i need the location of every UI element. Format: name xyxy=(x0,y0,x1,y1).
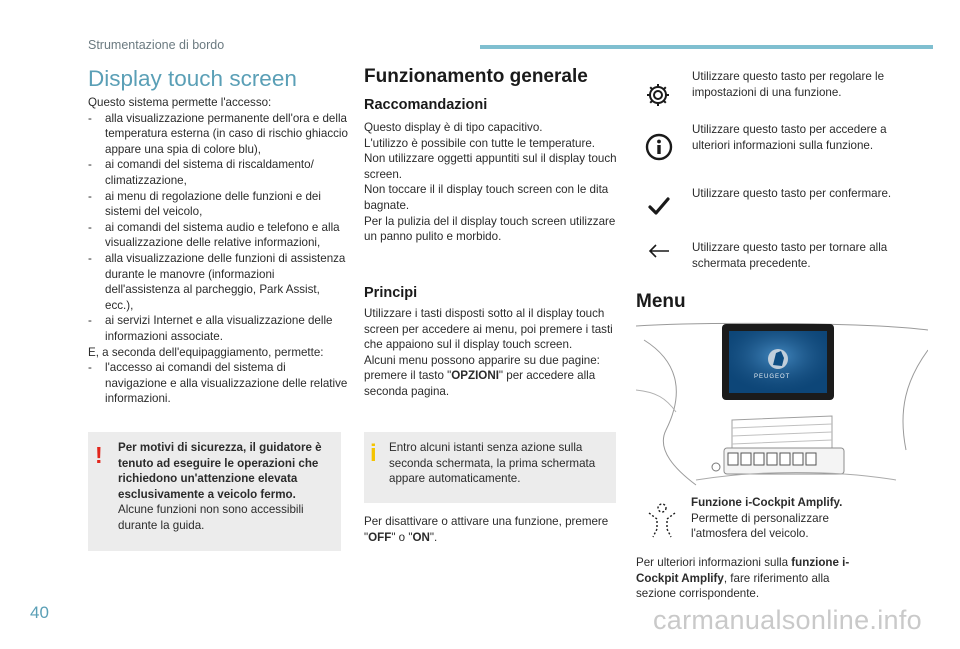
dashboard-illustration xyxy=(636,320,928,490)
column-2 xyxy=(364,65,618,245)
back-arrow-icon xyxy=(645,240,673,262)
column-1 xyxy=(88,66,348,407)
back-description: Utilizzare questo tasto per tornare alla schermata precedente. xyxy=(692,241,888,270)
settings-description: Utilizzare questo tasto per regolare le impostazioni di una funzione. xyxy=(692,70,885,99)
list-item: - alla visualizzazione permanente dell'ora e della temperatura esterna (in caso di rischio ghiaccio appare una spia di colore blu), xyxy=(88,111,348,156)
list-item: - ai servizi Internet e alla visualizzazione delle informazioni associate. xyxy=(88,314,333,343)
list-item: - alla visualizzazione delle funzioni di assistenza durante le manovre (informazioni dell'assistenza al parcheggio, Park Assist, ecc.), xyxy=(88,251,346,312)
section-heading: Funzionamento generale xyxy=(364,66,588,87)
checkmark-icon xyxy=(645,192,673,220)
info-icon xyxy=(643,131,675,163)
warning-bold-text: Per motivi di sicurezza, il guidatore è tenuto ad eseguire le operazioni che richiedono un'attenzione elevata esclusivamente a veicolo fermo. xyxy=(118,441,322,501)
confirm-description: Utilizzare questo tasto per confermare. xyxy=(692,187,892,200)
running-header: Strumentazione di bordo xyxy=(88,38,225,52)
info-i-icon: i xyxy=(370,440,377,467)
intro-text: Questo sistema permette l'accesso: xyxy=(88,96,272,109)
header-rule xyxy=(480,45,933,49)
warning-exclamation-icon: ! xyxy=(95,442,103,468)
list-item: - l'accesso ai comandi del sistema di navigazione e alla visualizzazione delle relative informazioni. xyxy=(88,361,348,406)
info-description: Utilizzare questo tasto per accedere a ulteriori informazioni sulla funzione. xyxy=(692,123,887,152)
access-list xyxy=(88,111,348,345)
subheading-principles: Principi xyxy=(364,285,418,301)
intro-text-2: E, a seconda dell'equipaggiamento, permette: xyxy=(88,345,324,359)
principles-text-a: Utilizzare i tasti disposti sotto al il display touch screen per accedere ai menu, poi premere i tasti che appaiono sul il display touch screen. xyxy=(364,307,613,352)
more-info-text: Per ulteriori informazioni sulla funzione i-Cockpit Amplify, fare riferimento alla sezione corrispondente. xyxy=(636,556,850,601)
principles-text-b: Alcuni menu possono apparire su due pagine: premere il tasto "OPZIONI" per accedere alla seconda pagina. xyxy=(364,353,600,398)
warning-text: Alcune funzioni non sono accessibili durante la guida. xyxy=(118,503,304,532)
subheading-recommendations: Raccomandazioni xyxy=(364,97,488,113)
list-item: - ai menu di regolazione delle funzioni e dei sistemi del veicolo, xyxy=(88,189,321,219)
amplify-text: Permette di personalizzare l'atmosfera del veicolo. xyxy=(691,511,829,541)
watermark: carmanualsonline.info xyxy=(653,605,922,635)
i-cockpit-amplify-icon xyxy=(642,500,682,540)
principles-section xyxy=(364,284,618,400)
section-title: Display touch screen xyxy=(88,66,297,91)
amplify-block xyxy=(691,495,871,542)
info-text: Entro alcuni istanti senza azione sulla seconda schermata, la prima schermata appare automaticamente. xyxy=(389,441,596,486)
list-item: - ai comandi del sistema di riscaldamento/ climatizzazione, xyxy=(88,158,314,187)
page-number: 40 xyxy=(30,603,49,622)
recommendations-text: Questo display è di tipo capacitivo. L'utilizzo è possibile con tutte le temperature. Non utilizzare oggetti appuntiti sul il display touch screen. Non toccare il il display touch screen con le dita bagnate. Per la pulizia del il display touch screen utilizzare un panno pulito e morbido. xyxy=(364,121,617,244)
list-item: - ai comandi del sistema audio e telefono e alla visualizzazione delle relative informazioni, xyxy=(88,220,340,250)
info-box xyxy=(364,432,616,503)
settings-gear-icon xyxy=(641,78,675,112)
toggle-text: Per disattivare o attivare una funzione, premere "OFF" o "ON". xyxy=(364,515,609,544)
warning-box xyxy=(88,432,341,551)
screen-brand-text: PEUGEOT xyxy=(754,374,791,380)
amplify-title: Funzione i-Cockpit Amplify. xyxy=(691,496,843,509)
menu-heading: Menu xyxy=(636,291,686,312)
